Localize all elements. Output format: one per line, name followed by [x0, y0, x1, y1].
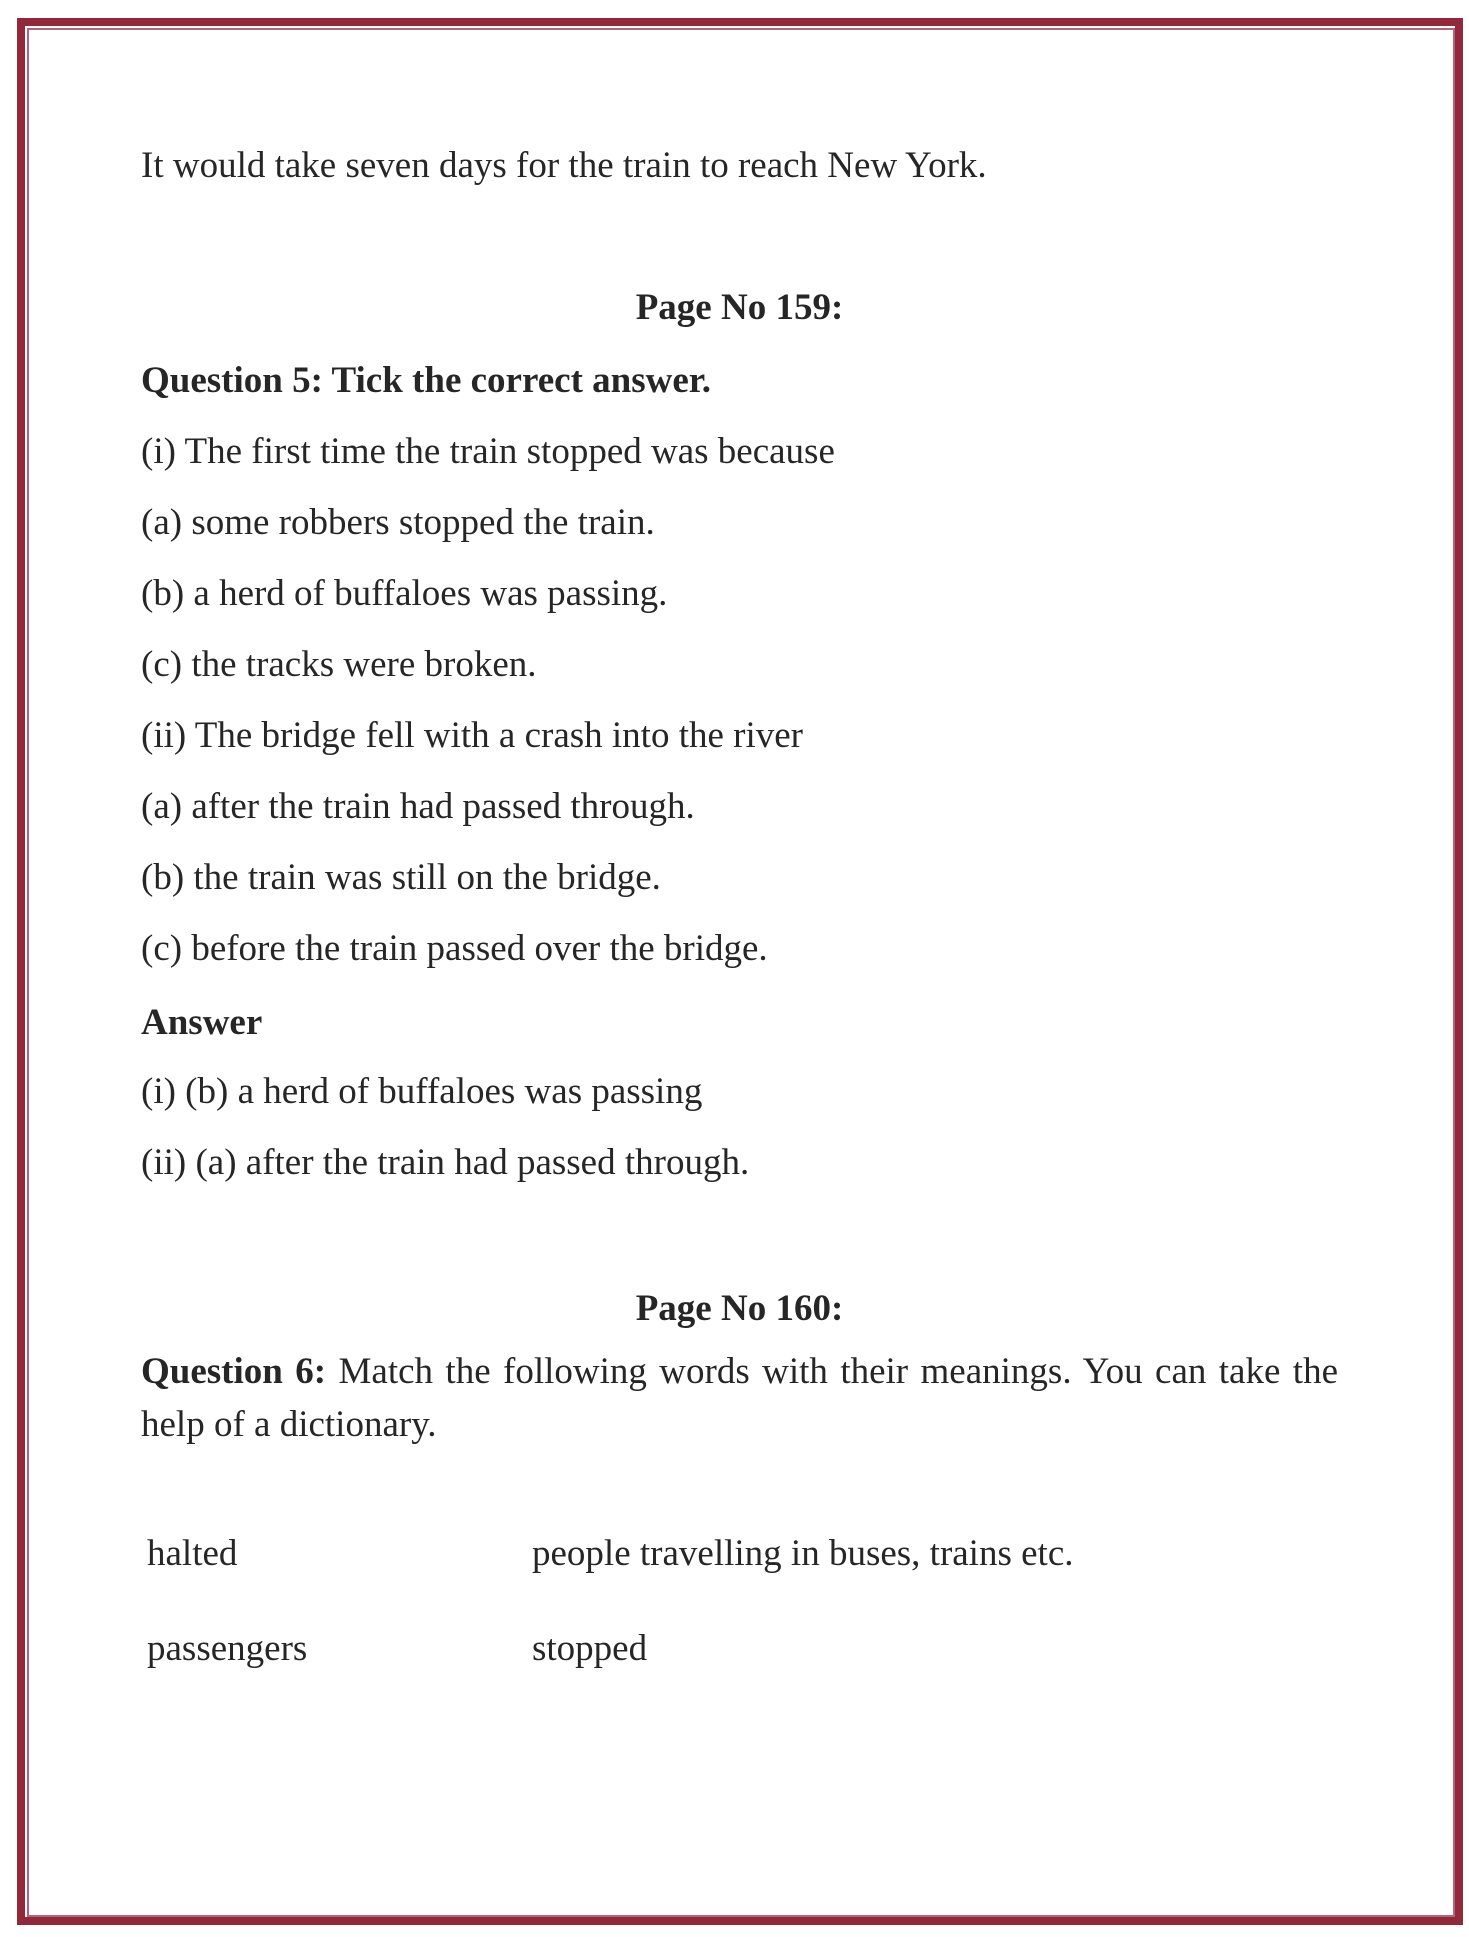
page-heading-159: Page No 159:	[635, 287, 844, 328]
question-5-part-2-option-a: (a) after the train had passed through.	[141, 786, 695, 827]
answer-label: Answer	[141, 1002, 263, 1043]
answer-item-1: (i) (b) a herd of buffaloes was passing	[141, 1071, 703, 1112]
matching-row	[147, 1535, 1337, 1572]
matching-meaning: people travelling in buses, trains etc.	[532, 1533, 1074, 1574]
question-5-part-1-option-c: (c) the tracks were broken.	[141, 644, 537, 685]
question-6-paragraph	[141, 1345, 1338, 1451]
question-5-part-2-option-c: (c) before the train passed over the bridge.	[141, 928, 768, 969]
question-5-label: Question 5: Tick the correct answer.	[141, 360, 712, 401]
question-5-part-2-option-b: (b) the train was still on the bridge.	[141, 857, 661, 898]
matching-meaning: stopped	[532, 1628, 648, 1669]
question-5-part-1-stem: (i) The first time the train stopped was because	[141, 431, 835, 472]
question-5-part-1-option-a: (a) some robbers stopped the train.	[141, 502, 655, 543]
question-6-text: Match the following words with their meanings. You can take the help of a dictionary.	[141, 1351, 1339, 1445]
matching-word: halted	[147, 1533, 238, 1574]
intro-text: It would take seven days for the train to reach New York.	[141, 145, 987, 186]
answer-item-2: (ii) (a) after the train had passed through.	[141, 1142, 750, 1183]
question-5-part-1-option-b: (b) a herd of buffaloes was passing.	[141, 573, 668, 614]
matching-word: passengers	[147, 1628, 308, 1669]
question-5-part-2-stem: (ii) The bridge fell with a crash into the river	[141, 715, 804, 756]
page-heading-160: Page No 160:	[635, 1288, 844, 1329]
matching-row	[147, 1630, 1337, 1667]
question-6-label: Question 6:	[141, 1351, 327, 1392]
